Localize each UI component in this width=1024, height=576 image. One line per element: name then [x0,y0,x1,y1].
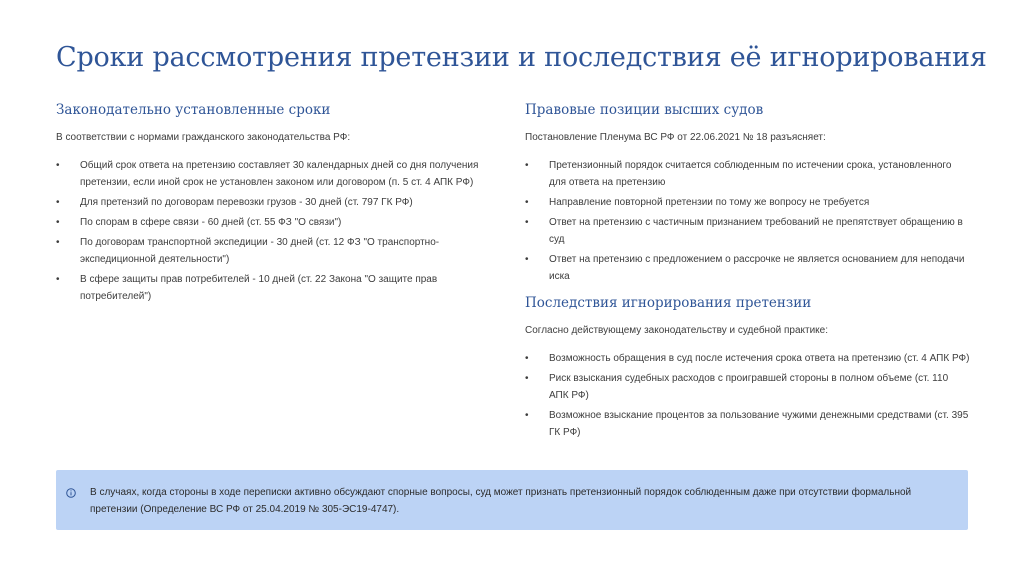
section-intro: Постановление Пленума ВС РФ от 22.06.2021 № 18 разъясняет: [525,132,826,143]
right-column [525,102,970,444]
list-item: • Риск взыскания судебных расходов с проигравшей стороны в полном объеме (ст. 110 АПК РФ) [525,370,970,404]
section-heading-court-positions: Правовые позиции высших судов [525,102,764,118]
bullet-icon: • [56,160,60,171]
bullet-icon: • [56,237,60,248]
bullet-icon: • [525,373,529,384]
list-item: • По спорам в сфере связи - 60 дней (ст. 55 ФЗ "О связи") [56,214,486,231]
page-title: Сроки рассмотрения претензии и последствия её игнорирования [56,42,987,73]
info-icon [66,485,76,495]
list-item: • Ответ на претензию с частичным признанием требований не препятствует обращению в суд [525,214,970,248]
list-item: • В сфере защиты прав потребителей - 10 дней (ст. 22 Закона "О защите прав потребителей") [56,271,486,305]
list-item: • Общий срок ответа на претензию составляет 30 календарных дней со дня получения претензии, если иной срок не установлен законом или договором (п. 5 ст. 4 АПК РФ) [56,157,486,191]
court-positions-list [525,157,970,285]
bullet-icon: • [525,410,529,421]
bullet-icon: • [525,353,529,364]
legal-terms-list [56,157,486,305]
info-note [56,470,968,530]
list-item: • Претензионный порядок считается соблюденным по истечении срока, установленного для ответа на претензию [525,157,970,191]
section-heading-legal-terms: Законодательно установленные сроки [56,102,331,118]
section-heading-consequences: Последствия игнорирования претензии [525,295,812,311]
bullet-icon: • [56,274,60,285]
bullet-icon: • [56,217,60,228]
list-item: • Возможное взыскание процентов за пользование чужими денежными средствами (ст. 395 ГК РФ) [525,407,970,441]
consequences-section [525,295,970,441]
bullet-icon: • [525,217,529,228]
list-item: • По договорам транспортной экспедиции - 30 дней (ст. 12 ФЗ "О транспортно-экспедиционной деятельности") [56,234,486,268]
list-item: • Ответ на претензию с предложением о рассрочке не является основанием для неподачи иска [525,251,970,285]
left-column [56,102,486,308]
list-item: • Направление повторной претензии по тому же вопросу не требуется [525,194,970,211]
bullet-icon: • [525,197,529,208]
info-note-text: В случаях, когда стороны в ходе переписки активно обсуждают спорные вопросы, суд может признать претензионный порядок соблюденным даже при отсутствии формальной претензии (Определение ВС РФ от 25.04.2019 № 305-ЭС19-4747). [90,487,912,515]
bullet-icon: • [56,197,60,208]
section-intro: Согласно действующему законодательству и судебной практике: [525,325,829,336]
bullet-icon: • [525,254,529,265]
section-intro: В соответствии с нормами гражданского законодательства РФ: [56,132,351,143]
bullet-icon: • [525,160,529,171]
list-item: • Для претензий по договорам перевозки грузов - 30 дней (ст. 797 ГК РФ) [56,194,486,211]
consequences-list [525,350,970,441]
list-item: • Возможность обращения в суд после истечения срока ответа на претензию (ст. 4 АПК РФ) [525,350,970,367]
